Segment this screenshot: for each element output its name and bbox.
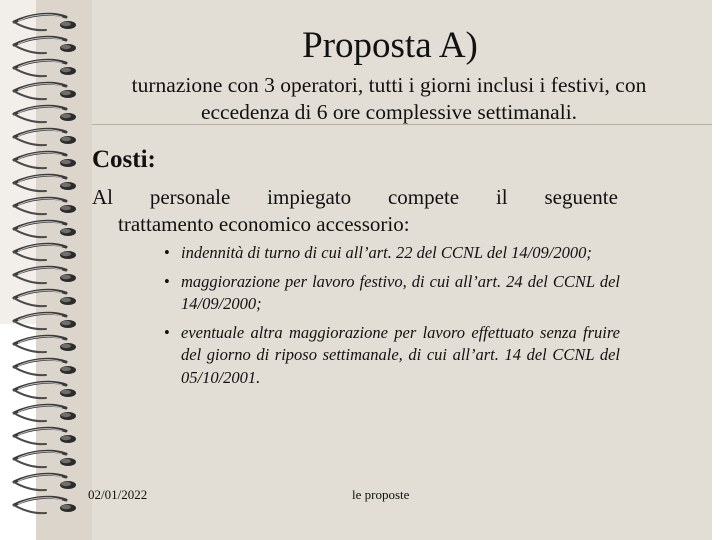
slide-title: Proposta A) <box>302 25 478 66</box>
intro-line-1 <box>92 184 618 211</box>
slide-subtitle: turnazione con 3 operatori, tutti i giorni inclusi i festivi, con eccedenza di 6 ore complessive settimanali. <box>131 73 647 124</box>
section-heading: Costi: <box>92 146 156 173</box>
divider <box>92 124 712 125</box>
intro-word: impiegato <box>267 185 352 209</box>
bullet-dot-icon: • <box>164 243 170 262</box>
bullet-text: indennità di turno di cui all’art. 22 del CCNL del 14/09/2000; <box>181 243 592 262</box>
bullet-list <box>164 242 620 395</box>
intro-line-2: trattamento economico accessorio: <box>118 212 410 236</box>
intro-word: compete <box>387 185 460 209</box>
intro-word: personale <box>149 185 231 209</box>
intro-word: seguente <box>544 185 618 209</box>
spiral-binding-icon <box>0 0 92 540</box>
bullet-item <box>164 322 620 390</box>
bullet-dot-icon: • <box>164 322 170 342</box>
bullet-item <box>164 242 620 265</box>
bullet-text: maggiorazione per lavoro festivo, di cui all’art. 24 del CCNL del 14/09/2000; <box>181 271 620 313</box>
footer-label: le proposte <box>352 487 410 502</box>
intro-word: il <box>495 185 508 209</box>
bullet-dot-icon: • <box>164 271 170 291</box>
bullet-item <box>164 271 620 316</box>
bullet-text: eventuale altra maggiorazione per lavoro effettuato senza fruire del giorno di riposo settimanale, di cui all’art. 14 del CCNL del 05/10/2001. <box>181 322 620 387</box>
intro-word: Al <box>92 185 113 209</box>
intro-text <box>92 184 618 238</box>
footer-date: 02/01/2022 <box>88 487 148 502</box>
